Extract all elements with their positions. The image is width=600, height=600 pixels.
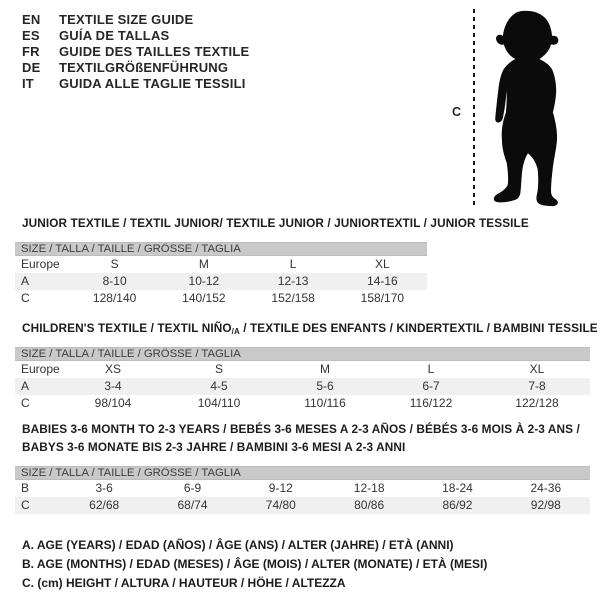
table-cell: 7-8: [528, 379, 546, 393]
table-cell: L: [289, 257, 297, 271]
children-size-table: [15, 347, 590, 412]
footnotes: [22, 536, 487, 593]
table-cell: 116/122: [409, 396, 453, 410]
language-title: GUIDE DES TAILLES TEXTILE: [59, 44, 250, 59]
table-cell: XS: [104, 362, 121, 376]
table-row: [15, 497, 590, 514]
row-label: Europe: [21, 257, 60, 271]
table-cell: 6-9: [183, 481, 202, 495]
language-row-fr: [22, 44, 249, 60]
table-cell: 140/152: [182, 291, 226, 305]
junior-section-title: JUNIOR TEXTILE / TEXTIL JUNIOR/ TEXTILE JUNIOR / JUNIORTEXTIL / JUNIOR TESSILE: [22, 216, 529, 230]
size-header-bar: SIZE / TALLA / TAILLE / GRÖSSE / TAGLIA: [15, 347, 590, 361]
footnote-a: A. AGE (YEARS) / EDAD (AÑOS) / ÂGE (ANS) / ALTER (JAHRE) / ETÀ (ANNI): [22, 538, 454, 552]
table-cell: 152/158: [271, 291, 315, 305]
table-cell: 4-5: [210, 379, 228, 393]
row-label: B: [21, 481, 30, 495]
height-measure-label: C: [452, 105, 462, 119]
language-code: ES: [22, 28, 40, 43]
language-title: TEXTILE SIZE GUIDE: [59, 12, 194, 27]
table-cell: 122/128: [515, 396, 559, 410]
table-cell: 24-36: [530, 481, 562, 495]
table-cell: 62/68: [89, 498, 120, 512]
language-code: IT: [22, 76, 34, 91]
table-cell: 86/92: [442, 498, 473, 512]
toddler-silhouette-icon: [482, 8, 570, 210]
table-cell: M: [198, 257, 209, 271]
table-cell: 92/98: [530, 498, 561, 512]
language-title: TEXTILGRÖßENFÜHRUNG: [59, 60, 229, 75]
table-cell: 14-16: [367, 274, 398, 288]
language-row-en: [22, 12, 249, 28]
language-code: FR: [22, 44, 40, 59]
table-cell: XL: [375, 257, 390, 271]
table-cell: 10-12: [188, 274, 220, 288]
table-cell: 12-18: [353, 481, 385, 495]
footnote-c: C. (cm) HEIGHT / ALTURA / HAUTEUR / HÖHE / ALTEZZA: [22, 576, 346, 590]
table-row: [15, 395, 590, 412]
size-header-bar: SIZE / TALLA / TAILLE / GRÖSSE / TAGLIA: [15, 466, 590, 480]
table-cell: 18-24: [442, 481, 473, 495]
table-cell: 104/110: [197, 396, 241, 410]
table-cell: 80/86: [354, 498, 385, 512]
table-cell: 158/170: [360, 291, 405, 305]
table-cell: S: [110, 257, 119, 271]
table-cell: 8-10: [102, 274, 127, 288]
table-cell: 5-6: [316, 379, 334, 393]
babies-title-line2: BABYS 3-6 MONATE BIS 2-3 JAHRE / BAMBINI 3-6 MESI A 2-3 ANNI: [22, 440, 406, 454]
table-row: [15, 378, 590, 395]
table-row: [15, 290, 427, 307]
row-label: A: [21, 379, 30, 393]
language-row-it: [22, 76, 249, 92]
babies-section-title: [22, 420, 580, 456]
size-header-bar: SIZE / TALLA / TAILLE / GRÖSSE / TAGLIA: [15, 242, 427, 256]
table-cell: 3-4: [104, 379, 122, 393]
row-label: C: [21, 498, 30, 512]
table-cell: 74/80: [265, 498, 296, 512]
table-cell: 68/74: [177, 498, 208, 512]
table-cell: XL: [529, 362, 545, 376]
children-title-subscript: /A: [231, 327, 240, 336]
language-code: EN: [22, 12, 41, 27]
table-row: [15, 480, 590, 497]
children-title-part2: / TEXTILE DES ENFANTS / KINDERTEXTIL / BAMBINI TESSILE: [239, 321, 598, 335]
footnote-b: B. AGE (MONTHS) / EDAD (MESES) / ÂGE (MOIS) / ALTER (MONATE) / ETÀ (MESI): [22, 557, 488, 571]
language-title: GUIDA ALLE TAGLIE TESSILI: [59, 76, 246, 91]
table-row: [15, 361, 590, 378]
table-cell: S: [214, 362, 223, 376]
row-label: Europe: [21, 362, 60, 376]
row-label: A: [21, 274, 30, 288]
language-code: DE: [22, 60, 41, 75]
table-row: [15, 256, 427, 273]
table-cell: M: [320, 362, 330, 376]
table-cell: 12-13: [277, 274, 309, 288]
table-cell: 9-12: [268, 481, 293, 495]
language-row-de: [22, 60, 249, 76]
language-list: [22, 12, 249, 92]
table-cell: L: [427, 362, 435, 376]
language-row-es: [22, 28, 249, 44]
row-label: C: [21, 291, 30, 305]
children-section-title: [22, 321, 598, 336]
language-title: GUÍA DE TALLAS: [59, 28, 170, 43]
junior-size-table: [15, 242, 427, 307]
babies-size-table: [15, 466, 590, 514]
table-cell: 110/116: [304, 396, 346, 410]
table-cell: 128/140: [92, 291, 137, 305]
table-cell: 3-6: [95, 481, 113, 495]
babies-title-line1: BABIES 3-6 MONTH TO 2-3 YEARS / BEBÉS 3-6 MESES A 2-3 AÑOS / BÉBÉS 3-6 MOIS À 2-3 ANS /: [22, 422, 580, 436]
table-row: [15, 273, 427, 290]
table-cell: 98/104: [94, 396, 132, 410]
children-title-part1: CHILDREN'S TEXTILE / TEXTIL NIÑO: [22, 321, 232, 335]
table-cell: 6-7: [422, 379, 440, 393]
height-measure-dashed-line: [473, 9, 475, 207]
row-label: C: [21, 396, 30, 410]
